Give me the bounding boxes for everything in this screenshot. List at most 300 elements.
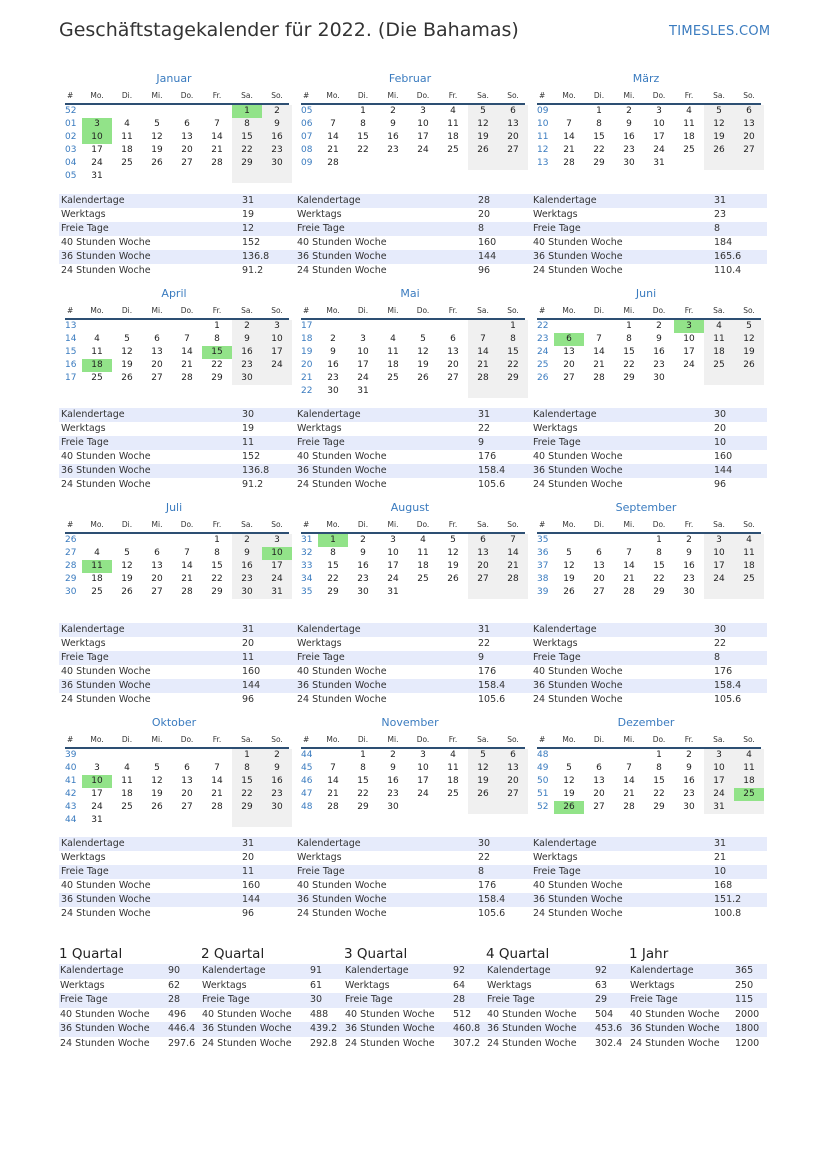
day-cell[interactable]: 2 [330,334,336,344]
day-cell[interactable]: 2 [686,750,692,760]
day-cell[interactable]: 16 [683,561,695,571]
day-cell[interactable]: 25 [91,373,103,383]
day-cell[interactable]: 8 [498,333,528,346]
day-cell[interactable]: 22 [327,574,339,584]
day-cell[interactable]: 20 [468,560,498,573]
day-cell[interactable]: 25 [121,158,133,168]
day-cell[interactable]: 4 [704,320,734,333]
day-cell[interactable]: 26 [468,144,498,157]
day-cell[interactable]: 7 [184,334,190,344]
day-cell[interactable]: 22 [498,359,528,372]
day-cell[interactable]: 26 [121,373,133,383]
day-cell[interactable]: 23 [232,359,262,372]
day-cell[interactable]: 4 [420,535,426,545]
day-cell[interactable]: 12 [468,762,498,775]
day-cell[interactable]: 1 [596,106,602,116]
day-cell[interactable]: 19 [468,775,498,788]
day-cell[interactable]: 19 [468,131,498,144]
day-cell[interactable]: 4 [124,763,130,773]
day-cell[interactable]: 13 [468,547,498,560]
day-cell[interactable]: 18 [704,346,734,359]
day-cell[interactable]: 7 [566,119,572,129]
day-cell[interactable]: 11 [387,347,399,357]
day-cell[interactable]: 1 [360,750,366,760]
day-cell[interactable]: 24 [91,158,103,168]
day-cell[interactable]: 5 [734,320,764,333]
day-cell[interactable]: 8 [626,334,632,344]
day-cell[interactable]: 18 [121,145,133,155]
day-cell[interactable]: 18 [734,560,764,573]
day-cell[interactable]: 19 [563,574,575,584]
day-cell[interactable]: 7 [184,548,190,558]
day-cell[interactable]: 4 [450,750,456,760]
day-cell[interactable]: 17 [91,789,103,799]
day-cell[interactable]: 14 [498,547,528,560]
day-cell[interactable]: 12 [563,561,575,571]
day-cell[interactable]: 5 [420,334,426,344]
day-cell[interactable]: 16 [683,776,695,786]
day-cell[interactable]: 13 [498,118,528,131]
day-cell[interactable]: 11 [734,762,764,775]
day-cell[interactable]: 28 [593,373,605,383]
day-cell[interactable]: 3 [420,750,426,760]
day-cell[interactable]: 12 [121,561,133,571]
day-cell[interactable]: 14 [327,776,339,786]
day-cell[interactable]: 1 [656,750,662,760]
day-cell[interactable]: 19 [417,360,429,370]
day-cell[interactable]: 23 [357,574,369,584]
day-cell[interactable]: 25 [447,145,459,155]
holiday-cell[interactable]: 25 [734,788,764,801]
day-cell[interactable]: 18 [417,561,429,571]
day-cell[interactable]: 17 [704,560,734,573]
holiday-cell[interactable]: 11 [82,560,112,573]
day-cell[interactable]: 27 [734,144,764,157]
day-cell[interactable]: 30 [357,587,369,597]
day-cell[interactable]: 26 [121,587,133,597]
day-cell[interactable]: 16 [327,360,339,370]
day-cell[interactable]: 9 [656,334,662,344]
day-cell[interactable]: 1 [360,106,366,116]
day-cell[interactable]: 10 [417,119,429,129]
day-cell[interactable]: 31 [704,801,734,814]
holiday-cell[interactable]: 18 [82,359,112,372]
day-cell[interactable]: 26 [151,158,163,168]
day-cell[interactable]: 14 [181,561,193,571]
day-cell[interactable]: 4 [686,106,692,116]
day-cell[interactable]: 14 [468,346,498,359]
day-cell[interactable]: 27 [151,587,163,597]
holiday-cell[interactable]: 10 [262,547,292,560]
day-cell[interactable]: 30 [232,372,262,385]
day-cell[interactable]: 26 [734,359,764,372]
day-cell[interactable]: 10 [357,347,369,357]
day-cell[interactable]: 1 [626,321,632,331]
day-cell[interactable]: 10 [417,763,429,773]
day-cell[interactable]: 22 [211,574,223,584]
day-cell[interactable]: 15 [498,346,528,359]
day-cell[interactable]: 10 [704,762,734,775]
day-cell[interactable]: 12 [704,118,734,131]
day-cell[interactable]: 24 [357,373,369,383]
day-cell[interactable]: 27 [593,587,605,597]
day-cell[interactable]: 21 [181,574,193,584]
day-cell[interactable]: 17 [91,145,103,155]
day-cell[interactable]: 28 [623,587,635,597]
day-cell[interactable]: 21 [498,560,528,573]
day-cell[interactable]: 24 [262,573,292,586]
day-cell[interactable]: 30 [232,586,262,599]
day-cell[interactable]: 21 [623,789,635,799]
day-cell[interactable]: 4 [94,548,100,558]
day-cell[interactable]: 5 [704,105,734,118]
day-cell[interactable]: 6 [184,119,190,129]
day-cell[interactable]: 18 [734,775,764,788]
day-cell[interactable]: 1 [656,535,662,545]
day-cell[interactable]: 25 [121,802,133,812]
day-cell[interactable]: 1 [232,749,262,762]
day-cell[interactable]: 11 [417,548,429,558]
day-cell[interactable]: 20 [181,789,193,799]
day-cell[interactable]: 17 [683,347,695,357]
day-cell[interactable]: 11 [121,132,133,142]
day-cell[interactable]: 23 [653,360,665,370]
day-cell[interactable]: 13 [593,561,605,571]
day-cell[interactable]: 22 [653,574,665,584]
day-cell[interactable]: 28 [498,573,528,586]
day-cell[interactable]: 23 [387,789,399,799]
day-cell[interactable]: 9 [686,763,692,773]
day-cell[interactable]: 13 [151,347,163,357]
day-cell[interactable]: 28 [468,372,498,385]
day-cell[interactable]: 19 [151,789,163,799]
day-cell[interactable]: 6 [450,334,456,344]
day-cell[interactable]: 31 [653,158,665,168]
day-cell[interactable]: 28 [211,158,223,168]
day-cell[interactable]: 18 [387,360,399,370]
day-cell[interactable]: 20 [734,131,764,144]
day-cell[interactable]: 14 [211,776,223,786]
day-cell[interactable]: 28 [181,373,193,383]
day-cell[interactable]: 24 [417,789,429,799]
day-cell[interactable]: 14 [593,347,605,357]
day-cell[interactable]: 27 [151,373,163,383]
day-cell[interactable]: 1 [214,535,220,545]
day-cell[interactable]: 7 [626,763,632,773]
day-cell[interactable]: 29 [357,802,369,812]
day-cell[interactable]: 19 [704,131,734,144]
day-cell[interactable]: 31 [91,171,103,181]
holiday-cell[interactable]: 3 [82,118,112,131]
day-cell[interactable]: 25 [387,373,399,383]
day-cell[interactable]: 17 [262,560,292,573]
day-cell[interactable]: 27 [468,573,498,586]
day-cell[interactable]: 3 [262,534,292,547]
day-cell[interactable]: 6 [154,548,160,558]
day-cell[interactable]: 26 [447,574,459,584]
day-cell[interactable]: 21 [593,360,605,370]
day-cell[interactable]: 15 [593,132,605,142]
day-cell[interactable]: 7 [468,333,498,346]
day-cell[interactable]: 16 [623,132,635,142]
day-cell[interactable]: 30 [683,587,695,597]
day-cell[interactable]: 30 [327,386,339,396]
day-cell[interactable]: 19 [121,574,133,584]
day-cell[interactable]: 28 [211,802,223,812]
day-cell[interactable]: 20 [151,574,163,584]
day-cell[interactable]: 20 [151,360,163,370]
day-cell[interactable]: 22 [593,145,605,155]
day-cell[interactable]: 10 [704,547,734,560]
day-cell[interactable]: 25 [734,573,764,586]
day-cell[interactable]: 11 [734,547,764,560]
day-cell[interactable]: 11 [704,333,734,346]
day-cell[interactable]: 17 [417,776,429,786]
day-cell[interactable]: 29 [232,801,262,814]
day-cell[interactable]: 13 [151,561,163,571]
day-cell[interactable]: 12 [417,347,429,357]
day-cell[interactable]: 22 [357,145,369,155]
day-cell[interactable]: 25 [91,587,103,597]
day-cell[interactable]: 2 [686,535,692,545]
day-cell[interactable]: 5 [154,763,160,773]
day-cell[interactable]: 21 [327,145,339,155]
day-cell[interactable]: 9 [626,119,632,129]
day-cell[interactable]: 2 [232,320,262,333]
day-cell[interactable]: 29 [211,587,223,597]
day-cell[interactable]: 24 [704,788,734,801]
day-cell[interactable]: 27 [181,158,193,168]
day-cell[interactable]: 20 [563,360,575,370]
day-cell[interactable]: 23 [262,788,292,801]
day-cell[interactable]: 24 [91,802,103,812]
site-link[interactable]: TIMESLES.COM [669,24,771,39]
day-cell[interactable]: 4 [390,334,396,344]
day-cell[interactable]: 5 [450,535,456,545]
day-cell[interactable]: 12 [151,132,163,142]
day-cell[interactable]: 20 [593,574,605,584]
day-cell[interactable]: 8 [656,548,662,558]
day-cell[interactable]: 10 [683,334,695,344]
day-cell[interactable]: 7 [214,119,220,129]
day-cell[interactable]: 18 [91,574,103,584]
day-cell[interactable]: 8 [214,548,220,558]
day-cell[interactable]: 2 [262,105,292,118]
day-cell[interactable]: 16 [387,776,399,786]
day-cell[interactable]: 16 [262,131,292,144]
day-cell[interactable]: 12 [121,347,133,357]
day-cell[interactable]: 2 [626,106,632,116]
holiday-cell[interactable]: 3 [674,320,704,333]
day-cell[interactable]: 19 [121,360,133,370]
day-cell[interactable]: 29 [653,802,665,812]
day-cell[interactable]: 22 [653,789,665,799]
day-cell[interactable]: 9 [390,763,396,773]
day-cell[interactable]: 11 [447,763,459,773]
day-cell[interactable]: 3 [704,534,734,547]
day-cell[interactable]: 24 [704,573,734,586]
day-cell[interactable]: 8 [596,119,602,129]
day-cell[interactable]: 14 [327,132,339,142]
day-cell[interactable]: 13 [498,762,528,775]
day-cell[interactable]: 24 [683,360,695,370]
day-cell[interactable]: 14 [563,132,575,142]
day-cell[interactable]: 20 [593,789,605,799]
day-cell[interactable]: 10 [387,548,399,558]
day-cell[interactable]: 23 [683,789,695,799]
day-cell[interactable]: 5 [468,749,498,762]
day-cell[interactable]: 22 [357,789,369,799]
day-cell[interactable]: 21 [181,360,193,370]
day-cell[interactable]: 15 [232,775,262,788]
day-cell[interactable]: 25 [683,145,695,155]
day-cell[interactable]: 29 [232,157,262,170]
day-cell[interactable]: 28 [563,158,575,168]
day-cell[interactable]: 9 [262,762,292,775]
day-cell[interactable]: 18 [683,132,695,142]
day-cell[interactable]: 24 [653,145,665,155]
day-cell[interactable]: 27 [498,788,528,801]
day-cell[interactable]: 12 [563,776,575,786]
day-cell[interactable]: 19 [151,145,163,155]
day-cell[interactable]: 11 [447,119,459,129]
day-cell[interactable]: 17 [387,561,399,571]
day-cell[interactable]: 29 [653,587,665,597]
day-cell[interactable]: 22 [623,360,635,370]
day-cell[interactable]: 6 [184,763,190,773]
day-cell[interactable]: 5 [468,105,498,118]
day-cell[interactable]: 23 [232,573,262,586]
day-cell[interactable]: 16 [387,132,399,142]
day-cell[interactable]: 22 [232,788,262,801]
day-cell[interactable]: 6 [498,749,528,762]
day-cell[interactable]: 6 [734,105,764,118]
day-cell[interactable]: 23 [623,145,635,155]
day-cell[interactable]: 15 [357,776,369,786]
day-cell[interactable]: 25 [704,359,734,372]
day-cell[interactable]: 17 [262,346,292,359]
day-cell[interactable]: 4 [734,534,764,547]
day-cell[interactable]: 24 [262,359,292,372]
day-cell[interactable]: 2 [390,750,396,760]
day-cell[interactable]: 12 [447,548,459,558]
holiday-cell[interactable]: 26 [554,801,584,814]
holiday-cell[interactable]: 1 [318,534,348,547]
day-cell[interactable]: 13 [563,347,575,357]
day-cell[interactable]: 9 [686,548,692,558]
day-cell[interactable]: 16 [653,347,665,357]
day-cell[interactable]: 23 [683,574,695,584]
day-cell[interactable]: 5 [124,548,130,558]
day-cell[interactable]: 4 [94,334,100,344]
day-cell[interactable]: 24 [387,574,399,584]
day-cell[interactable]: 27 [563,373,575,383]
day-cell[interactable]: 17 [357,360,369,370]
holiday-cell[interactable]: 1 [232,105,262,118]
day-cell[interactable]: 14 [211,132,223,142]
day-cell[interactable]: 2 [360,535,366,545]
day-cell[interactable]: 15 [232,131,262,144]
day-cell[interactable]: 2 [390,106,396,116]
day-cell[interactable]: 14 [623,561,635,571]
day-cell[interactable]: 4 [450,106,456,116]
day-cell[interactable]: 31 [262,586,292,599]
day-cell[interactable]: 25 [447,789,459,799]
day-cell[interactable]: 25 [417,574,429,584]
day-cell[interactable]: 6 [498,105,528,118]
day-cell[interactable]: 22 [211,360,223,370]
day-cell[interactable]: 8 [232,762,262,775]
day-cell[interactable]: 26 [417,373,429,383]
day-cell[interactable]: 7 [498,534,528,547]
day-cell[interactable]: 7 [596,334,602,344]
day-cell[interactable]: 21 [327,789,339,799]
day-cell[interactable]: 6 [596,548,602,558]
day-cell[interactable]: 2 [262,749,292,762]
day-cell[interactable]: 5 [154,119,160,129]
day-cell[interactable]: 12 [734,333,764,346]
day-cell[interactable]: 9 [360,548,366,558]
day-cell[interactable]: 29 [623,373,635,383]
day-cell[interactable]: 13 [734,118,764,131]
day-cell[interactable]: 9 [232,547,262,560]
day-cell[interactable]: 9 [262,118,292,131]
day-cell[interactable]: 29 [211,373,223,383]
day-cell[interactable]: 11 [683,119,695,129]
day-cell[interactable]: 7 [330,763,336,773]
day-cell[interactable]: 31 [91,815,103,825]
day-cell[interactable]: 19 [447,561,459,571]
day-cell[interactable]: 2 [656,321,662,331]
day-cell[interactable]: 18 [121,789,133,799]
day-cell[interactable]: 6 [154,334,160,344]
day-cell[interactable]: 6 [468,534,498,547]
day-cell[interactable]: 3 [390,535,396,545]
day-cell[interactable]: 29 [593,158,605,168]
day-cell[interactable]: 29 [327,587,339,597]
day-cell[interactable]: 21 [468,359,498,372]
day-cell[interactable]: 4 [124,119,130,129]
day-cell[interactable]: 18 [447,776,459,786]
day-cell[interactable]: 21 [623,574,635,584]
day-cell[interactable]: 13 [593,776,605,786]
day-cell[interactable]: 20 [498,775,528,788]
day-cell[interactable]: 3 [360,334,366,344]
day-cell[interactable]: 3 [656,106,662,116]
day-cell[interactable]: 15 [327,561,339,571]
day-cell[interactable]: 15 [211,561,223,571]
day-cell[interactable]: 23 [262,144,292,157]
day-cell[interactable]: 10 [653,119,665,129]
day-cell[interactable]: 18 [447,132,459,142]
day-cell[interactable]: 11 [91,347,103,357]
day-cell[interactable]: 5 [566,763,572,773]
holiday-cell[interactable]: 6 [554,333,584,346]
holiday-cell[interactable]: 15 [202,346,232,359]
day-cell[interactable]: 8 [656,763,662,773]
day-cell[interactable]: 26 [468,788,498,801]
day-cell[interactable]: 14 [623,776,635,786]
day-cell[interactable]: 22 [232,144,262,157]
day-cell[interactable]: 23 [327,373,339,383]
day-cell[interactable]: 11 [121,776,133,786]
day-cell[interactable]: 31 [357,386,369,396]
day-cell[interactable]: 14 [181,347,193,357]
holiday-cell[interactable]: 10 [82,775,112,788]
day-cell[interactable]: 30 [623,158,635,168]
day-cell[interactable]: 3 [262,320,292,333]
day-cell[interactable]: 16 [232,346,262,359]
